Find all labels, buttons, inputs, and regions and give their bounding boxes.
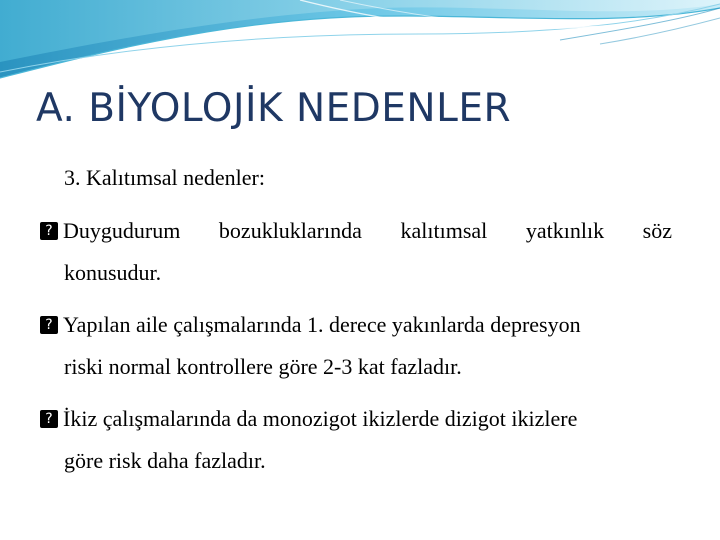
bullet-item — [40, 304, 672, 388]
bullet-text-line1: İkiz çalışmalarında da monozigot ikizlerde dizigot ikizlere — [63, 406, 578, 431]
header-wave-decoration — [0, 0, 720, 90]
question-mark-box-icon: ? — [40, 316, 58, 334]
slide-title: A. BİYOLOJİK NEDENLER — [36, 86, 512, 131]
question-mark-box-icon: ? — [40, 410, 58, 428]
section-subtitle: 3. Kalıtımsal nedenler: — [64, 165, 265, 190]
bullet-text-line1: Duygudurum bozukluklarında kalıtımsal yatkınlık söz — [63, 218, 672, 243]
bullet-list — [40, 210, 672, 492]
bullet-text-line2: göre risk daha fazladır. — [64, 448, 266, 473]
bullet-text-line2: konusudur. — [64, 260, 162, 285]
bullet-text-line1: Yapılan aile çalışmalarında 1. derece yakınlarda depresyon — [63, 312, 581, 337]
bullet-text-line2: riski normal kontrollere göre 2-3 kat fazladır. — [64, 354, 462, 379]
bullet-item — [40, 210, 672, 294]
question-mark-box-icon: ? — [40, 222, 58, 240]
bullet-item — [40, 398, 672, 482]
